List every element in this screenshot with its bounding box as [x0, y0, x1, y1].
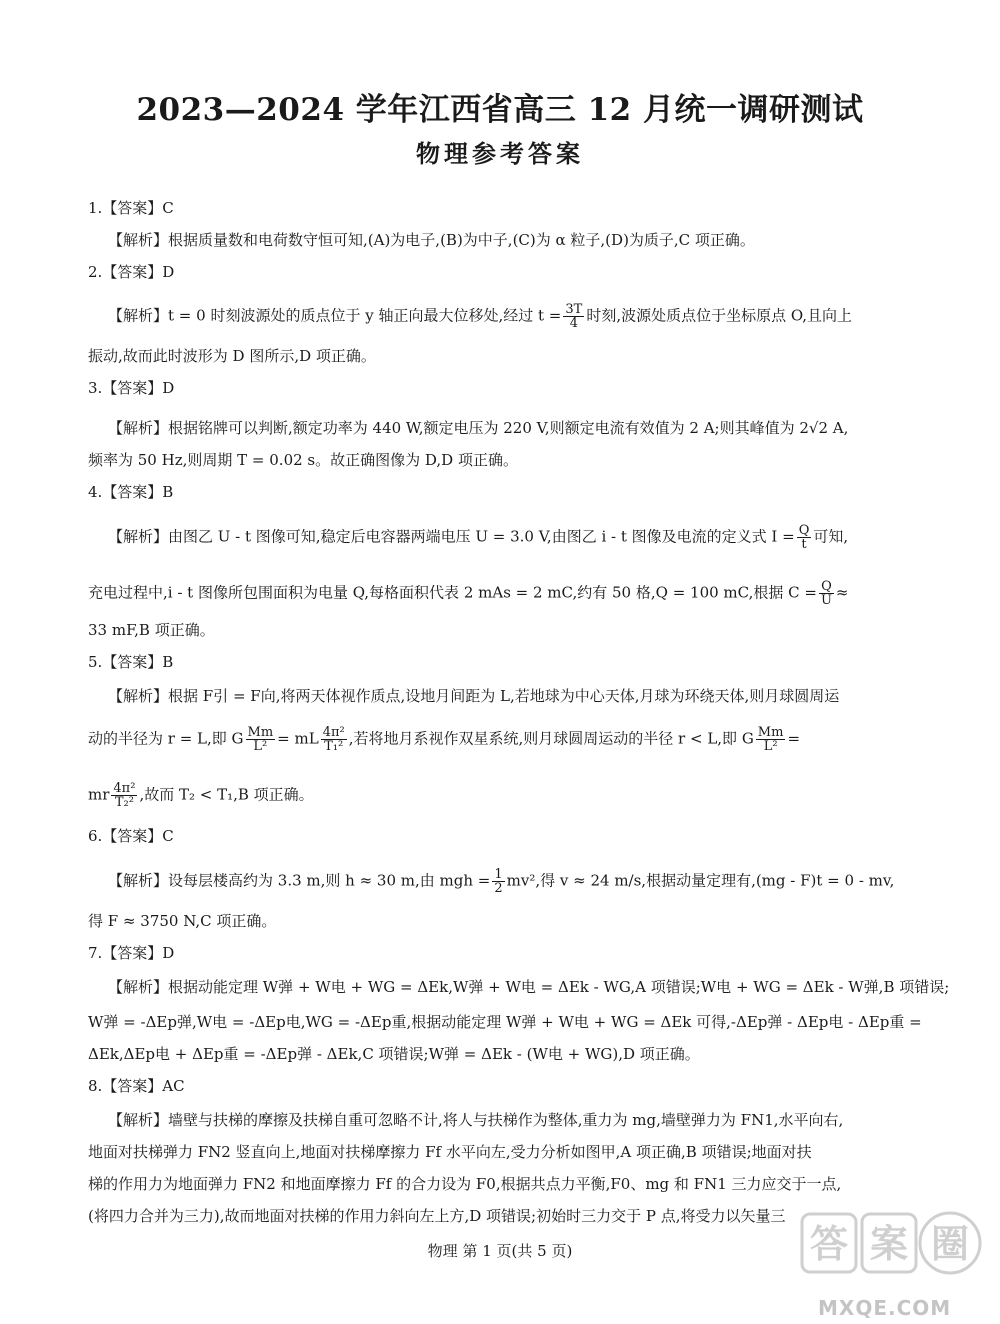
q5-fraction-4-den: T₂²	[111, 795, 137, 809]
q4-explanation-line3: 33 mF,B 项正确。	[88, 621, 215, 639]
q6-fraction	[492, 868, 504, 895]
page-footer: 物理 第 1 页(共 5 页)	[427, 1242, 573, 1260]
q2-fraction-den: 4	[563, 316, 584, 330]
watermark-char-2: 案	[869, 1222, 909, 1266]
q5-explanation-line1: 【解析】根据 F引 = F向,将两天体视作质点,设地月间距为 L,若地球为中心天体,月球为环绕天体,则月球圆周运	[108, 687, 840, 705]
page-title: 2023—2024 学年江西省高三 12 月统一调研测试	[136, 92, 864, 128]
q4-fraction-1-num: Q	[798, 523, 810, 538]
q4-text-a: 【解析】由图乙 U - t 图像可知,稳定后电容器两端电压 U = 3.0 V,由图乙 i - t 图像及电流的定义式 I =	[108, 527, 795, 546]
q4-text-a-tail: 可知,	[813, 527, 849, 546]
q2-explanation-line2: 振动,故而此时波形为 D 图所示,D 项正确。	[88, 347, 376, 365]
q5-text-b3: ,若将地月系视作双星系统,则月球圆周运动的半径 r < L,即 G	[348, 729, 754, 748]
q6-answer: 6.【答案】C	[88, 827, 174, 845]
q7-explanation-line1: 【解析】根据动能定理 W弹 + W电 + WG = ΔEk,W弹 + W电 = ΔEk - WG,A 项错误;W电 + WG = ΔEk - W弹,B 项错误;	[108, 978, 950, 996]
q4-text-b-tail: ≈	[835, 583, 849, 602]
page-subtitle: 物理参考答案	[416, 139, 584, 168]
q2-answer: 2.【答案】D	[88, 263, 175, 281]
q5-text-b1: 动的半径为 r = L,即 G	[88, 729, 244, 748]
q5-fraction-1-den: L²	[246, 739, 276, 753]
q6-explanation-line1	[108, 868, 894, 895]
q5-fraction-3-num: Mm	[757, 725, 784, 740]
q5-text-c2: ,故而 T₂ < T₁,B 项正确。	[139, 785, 314, 804]
q5-text-b2: = mL	[277, 729, 319, 748]
q1-explanation: 【解析】根据质量数和电荷数守恒可知,(A)为电子,(B)为中子,(C)为 α 粒子,(D)为质子,C 项正确。	[108, 231, 755, 249]
q5-fraction-2-num: 4π²	[322, 725, 345, 740]
watermark-char-1: 答	[809, 1222, 849, 1266]
q5-fraction-2-den: T₁²	[321, 739, 347, 753]
q4-fraction-2-den: U	[820, 593, 832, 608]
q1-answer: 1.【答案】C	[88, 199, 174, 217]
q8-explanation-line3: 梯的作用力为地面弹力 FN2 和地面摩擦力 Ff 的合力设为 F0,根据共点力平衡,F0、mg 和 FN1 三力应交于一点,	[88, 1175, 842, 1193]
watermark-text: MXQE.COM	[818, 1296, 952, 1320]
q4-fraction-1	[797, 524, 812, 551]
q5-fraction-2	[321, 726, 347, 753]
q6-text-a2: mv²,得 v ≈ 24 m/s,根据动量定理有,(mg - F)t = 0 - mv,	[506, 871, 895, 890]
q5-text-c1: mr	[88, 785, 110, 804]
q4-fraction-2	[819, 580, 834, 607]
q5-text-b4: =	[787, 729, 801, 748]
q5-fraction-4	[111, 782, 137, 809]
q5-fraction-1-num: Mm	[247, 725, 274, 740]
q7-explanation-line2: W弹 = -ΔEp弹,W电 = -ΔEp电,WG = -ΔEp重,根据动能定理 W弹 + W电 + WG = ΔEk 可得,-ΔEp弹 - ΔEp电 - ΔEp重 =	[88, 1013, 922, 1031]
q5-fraction-4-num: 4π²	[113, 781, 136, 796]
q4-explanation-line2	[88, 580, 849, 607]
q5-fraction-1	[246, 726, 276, 753]
q2-explanation-line1	[108, 303, 852, 330]
q2-text-a: 【解析】t = 0 时刻波源处的质点位于 y 轴正向最大位移处,经过 t =	[108, 306, 562, 325]
q2-text-b: 时刻,波源处质点位于坐标原点 O,且向上	[586, 306, 853, 325]
q5-fraction-3	[756, 726, 786, 753]
q3-explanation-line2: 频率为 50 Hz,则周期 T = 0.02 s。故正确图像为 D,D 项正确。	[88, 451, 518, 469]
q4-text-b: 充电过程中,i - t 图像所包围面积为电量 Q,每格面积代表 2 mAs = 2 mC,约有 50 格,Q = 100 mC,根据 C =	[88, 583, 817, 602]
q6-explanation-line2: 得 F ≈ 3750 N,C 项正确。	[88, 912, 277, 930]
q5-explanation-line3	[88, 782, 314, 809]
q8-explanation-line4: (将四力合并为三力),故而地面对扶梯的作用力斜向左上方,D 项错误;初始时三力交于 P 点,将受力以矢量三	[88, 1207, 786, 1225]
q4-fraction-1-den: t	[797, 537, 812, 551]
q3-explanation-line1: 【解析】根据铭牌可以判断,额定功率为 440 W,额定电压为 220 V,则额定电流有效值为 2 A;则其峰值为 2√2 A,	[108, 419, 849, 437]
q3-answer: 3.【答案】D	[88, 379, 175, 397]
q2-fraction-num: 3T	[565, 302, 583, 317]
q2-fraction	[563, 303, 584, 330]
q8-explanation-line2: 地面对扶梯弹力 FN2 竖直向上,地面对扶梯摩擦力 Ff 水平向左,受力分析如图甲,A 项正确,B 项错误;地面对扶	[88, 1143, 812, 1161]
q4-fraction-2-num: Q	[821, 579, 832, 594]
q8-answer: 8.【答案】AC	[88, 1077, 185, 1095]
q5-fraction-3-den: L²	[756, 739, 786, 753]
q7-explanation-line3: ΔEk,ΔEp电 + ΔEp重 = -ΔEp弹 - ΔEk,C 项错误;W弹 = ΔEk - (W电 + WG),D 项正确。	[88, 1045, 700, 1063]
q8-explanation-line1: 【解析】墙壁与扶梯的摩擦及扶梯自重可忽略不计,将人与扶梯作为整体,重力为 mg,墙壁弹力为 FN1,水平向右,	[108, 1111, 844, 1129]
q4-explanation-line1	[108, 524, 848, 551]
q6-fraction-num: 1	[494, 867, 503, 882]
q4-answer: 4.【答案】B	[88, 483, 174, 501]
q5-explanation-line2	[88, 726, 800, 753]
q5-answer: 5.【答案】B	[88, 653, 174, 671]
watermark-char-3: 圈	[930, 1222, 970, 1266]
q7-answer: 7.【答案】D	[88, 944, 175, 962]
q6-fraction-den: 2	[494, 881, 503, 896]
q6-text-a1: 【解析】设每层楼高约为 3.3 m,则 h ≈ 30 m,由 mgh =	[108, 871, 491, 890]
